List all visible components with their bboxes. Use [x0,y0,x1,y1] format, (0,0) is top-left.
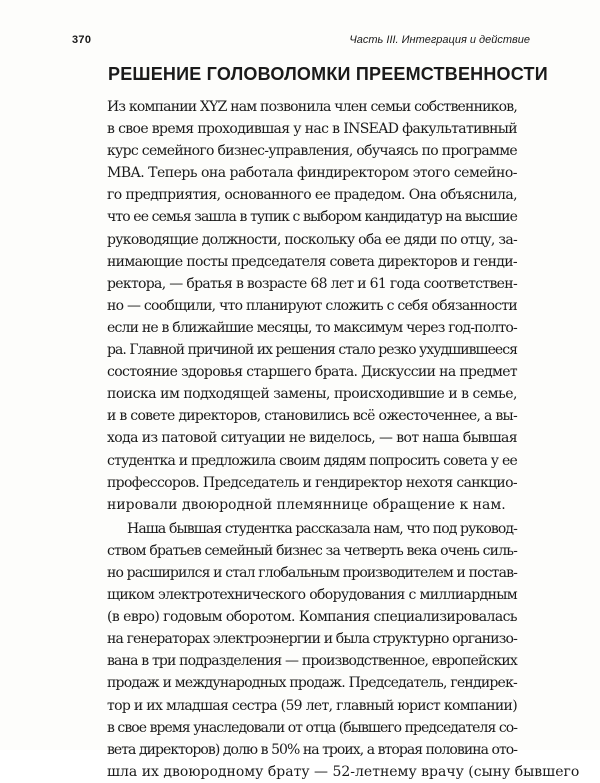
text-line: в свое время унаследовали от отца (бывшего председателя со- [107,719,517,736]
text-line: руководящие должности, поскольку оба ее дяди по отцу, за- [107,231,517,248]
text-line: поиска им подходящей замены, происходившие и в семье, [107,386,517,403]
text-line: ректора, — братья в возрасте 68 лет и 61 года соответствен- [107,275,517,292]
text-line: Из компании XYZ нам позвонила член семьи собственников, [107,99,517,115]
text-line: но — сообщили, что планируют сложить с себя обязанности [107,297,518,314]
text-line: курс семейного бизнес-управления, обучаясь по программе [107,143,517,160]
text-line: шла их двоюродному брату — 52-летнему врачу (сыну бывшего [107,763,580,780]
paragraph-1 [107,96,517,516]
text-line: вета директоров) долю в 50% на троих, а вторая половина ото- [107,741,517,758]
text-line: продаж и международных продаж. Председатель, гендирек- [107,675,517,692]
text-line: ством братьев семейный бизнес за четверть века очень силь- [107,542,517,559]
text-line: тор и их младшая сестра (59 лет, главный юрист компании) [107,697,518,714]
text-line: если не в ближайшие месяцы, то максимум через год-полто- [107,319,517,336]
text-line: MBA. Теперь она работала финдиректором этого семейно- [107,165,517,182]
text-line: Наша бывшая студентка рассказала нам, что под руковод- [127,520,517,537]
text-line: нимающие посты председателя совета директоров и генди- [107,253,517,270]
text-line: и в совете директоров, становились всё ожесточеннее, а вы- [107,408,517,425]
text-line: нировали двоюродной племяннице обращение к нам. [107,496,506,513]
section-title: РЕШЕНИЕ ГОЛОВОЛОМКИ ПРЕЕМСТВЕННОСТИ [108,64,548,84]
text-line: на генераторах электроэнергии и была структурно организо- [107,631,517,648]
text-line: профессоров. Председатель и гендиректор нехотя санкцио- [107,474,517,491]
text-line: студентка и предложила своим дядям попросить совета у ее [107,452,517,469]
text-line: щиком электротехнического оборудования с миллиардным [107,587,517,604]
text-line: что ее семья зашла в тупик с выбором кандидатур на высшие [107,209,517,226]
running-header [72,34,530,50]
text-line: вана в три подразделения — производственное, европейских [107,653,517,670]
chapter-reference: Часть III. Интеграция и действие [349,34,530,46]
paragraph-2 [107,518,580,783]
text-line: в свое время проходившая у нас в INSEAD факультативный [107,121,517,138]
text-line: ра. Главной причиной их решения стало резко ухудшившееся [107,342,517,359]
text-line: состояние здоровья старшего брата. Дискуссии на предмет [107,364,517,381]
text-line: хода из патовой ситуации не виделось, — вот наша бывшая [107,430,517,447]
page-number: 370 [72,34,92,46]
text-line: (в евро) годовым оборотом. Компания специализировалась [107,609,517,626]
text-line: го предприятия, основанного ее прадедом. Она объяснила, [107,187,517,204]
text-line: но расширился и стал глобальным производителем и постав- [107,564,517,581]
body-text [107,96,580,783]
